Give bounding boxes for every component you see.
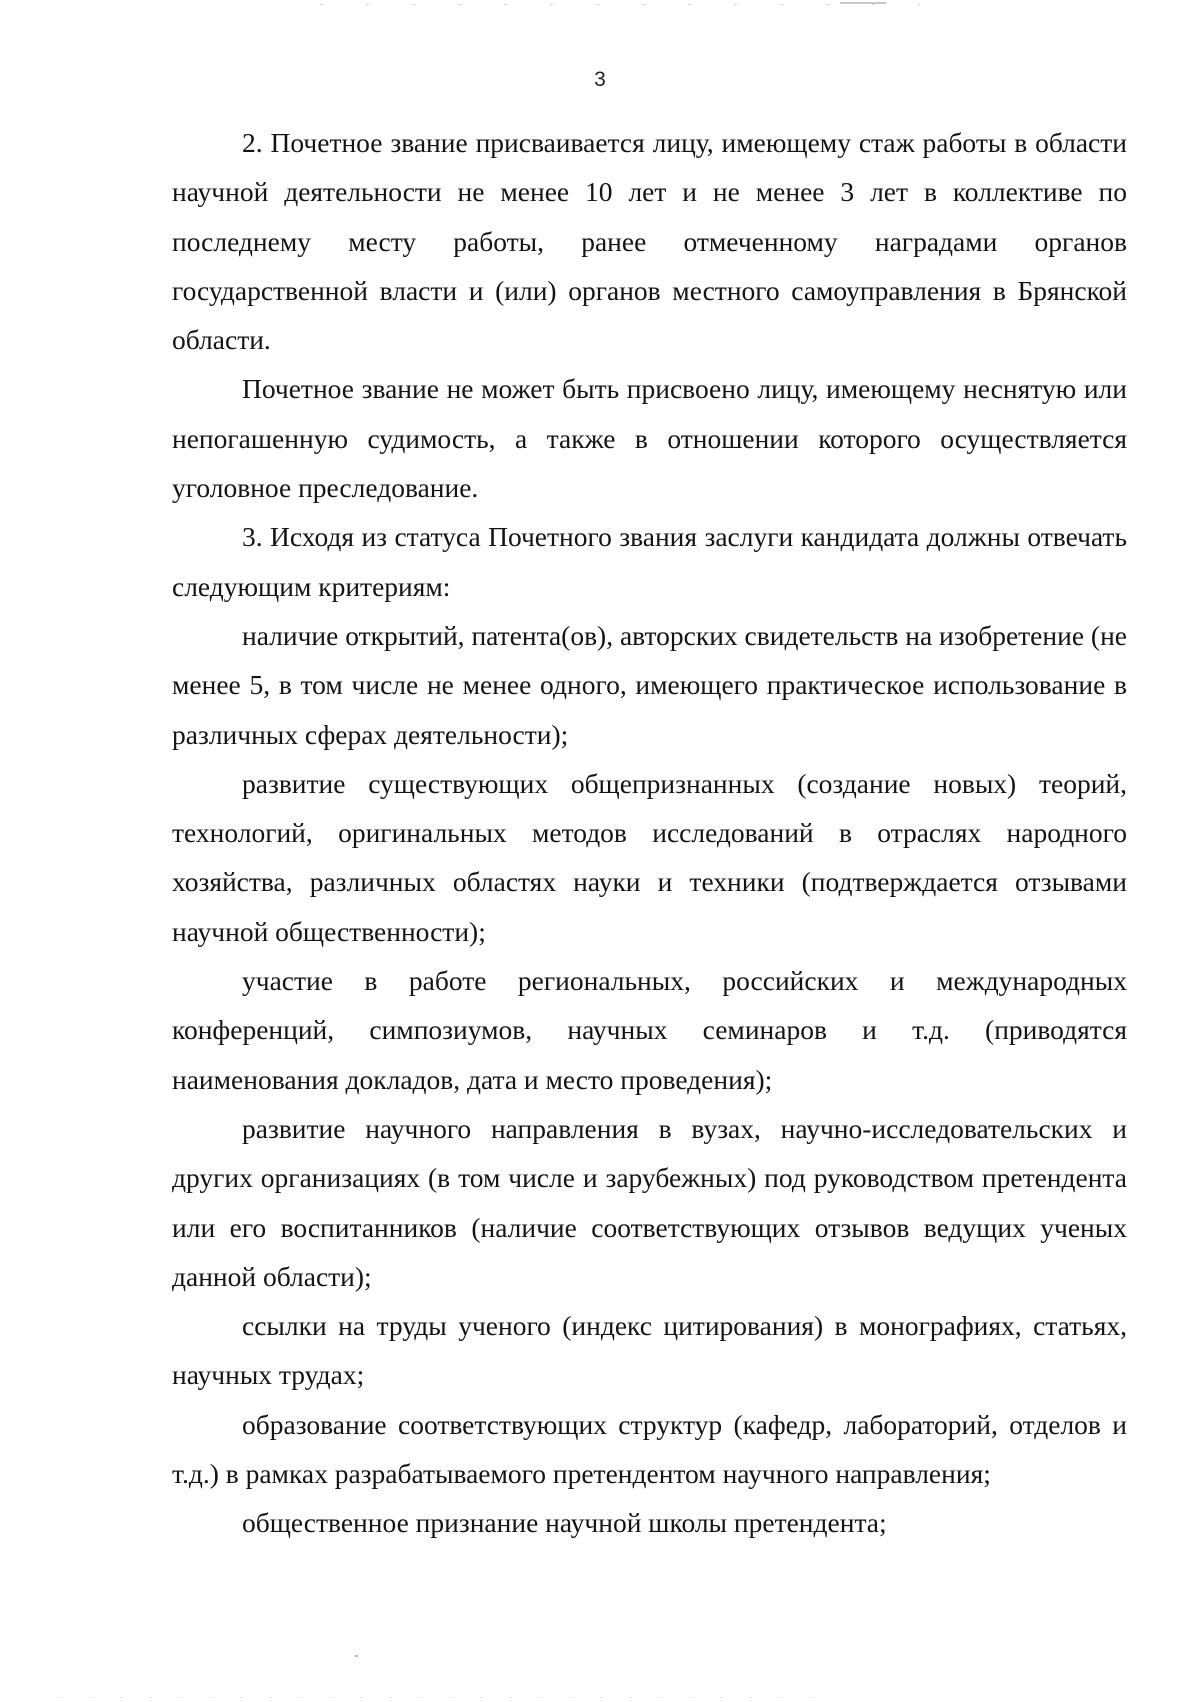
criterion-scientific-direction: развитие научного направления в вузах, научно-исследовательских и других организациях (в том числе и зарубежных) под руководством претендента или его воспитанников (наличие соответствующих отзывов ведущих ученых данной области); [172, 1112, 1127, 1292]
page-number: 3 [594, 68, 606, 91]
criterion-citations: ссылки на труды ученого (индекс цитирования) в монографиях, статьях, научных трудах; [172, 1310, 1127, 1391]
scan-artifact-bottom [60, 1697, 820, 1698]
criterion-discoveries-patents: наличие открытий, патента(ов), авторских свидетельств на изобретение (не менее 5, в том числе не менее одного, имеющего практическое использование в различных сферах деятельности); [172, 619, 1127, 750]
scan-artifact-top [320, 4, 920, 5]
scan-artifact-dot [355, 1655, 358, 1657]
criterion-conferences: участие в работе региональных, российских и международных конференций, симпозиумов, научных семинаров и т.д. (приводятся наименования докладов, дата и место проведения); [172, 965, 1127, 1095]
paragraph-conviction-restriction: Почетное звание не может быть присвоено лицу, имеющему неснятую или непогашенную судимость, а также в отношении которого осуществляется уголовное преследование. [172, 373, 1127, 504]
paragraph-item-3: 3. Исходя из статуса Почетного звания заслуги кандидата должны отвечать следующим критериям: [172, 521, 1127, 602]
scan-artifact-dash [840, 2, 886, 4]
paragraph-item-2: 2. Почетное звание присваивается лицу, имеющему стаж работы в области научной деятельности не менее 10 лет и не менее 3 лет в коллективе по последнему месту работы, ранее отмеченному наградами органов государственной власти и (или) органов местного самоуправления в Брянской области. [172, 127, 1127, 356]
criterion-school-recognition: общественное признание научной школы претендента; [242, 1507, 887, 1539]
criterion-structures: образование соответствующих структур (кафедр, лабораторий, отделов и т.д.) в рамках разрабатываемого претендентом научного направления; [172, 1408, 1127, 1490]
criterion-theories-methods: развитие существующих общепризнанных (создание новых) теорий, технологий, оригинальных методов исследований в отраслях народного хозяйства, различных областях науки и техники (подтверждается отзывами научной общественности); [172, 767, 1127, 947]
document-body [172, 118, 1127, 1548]
